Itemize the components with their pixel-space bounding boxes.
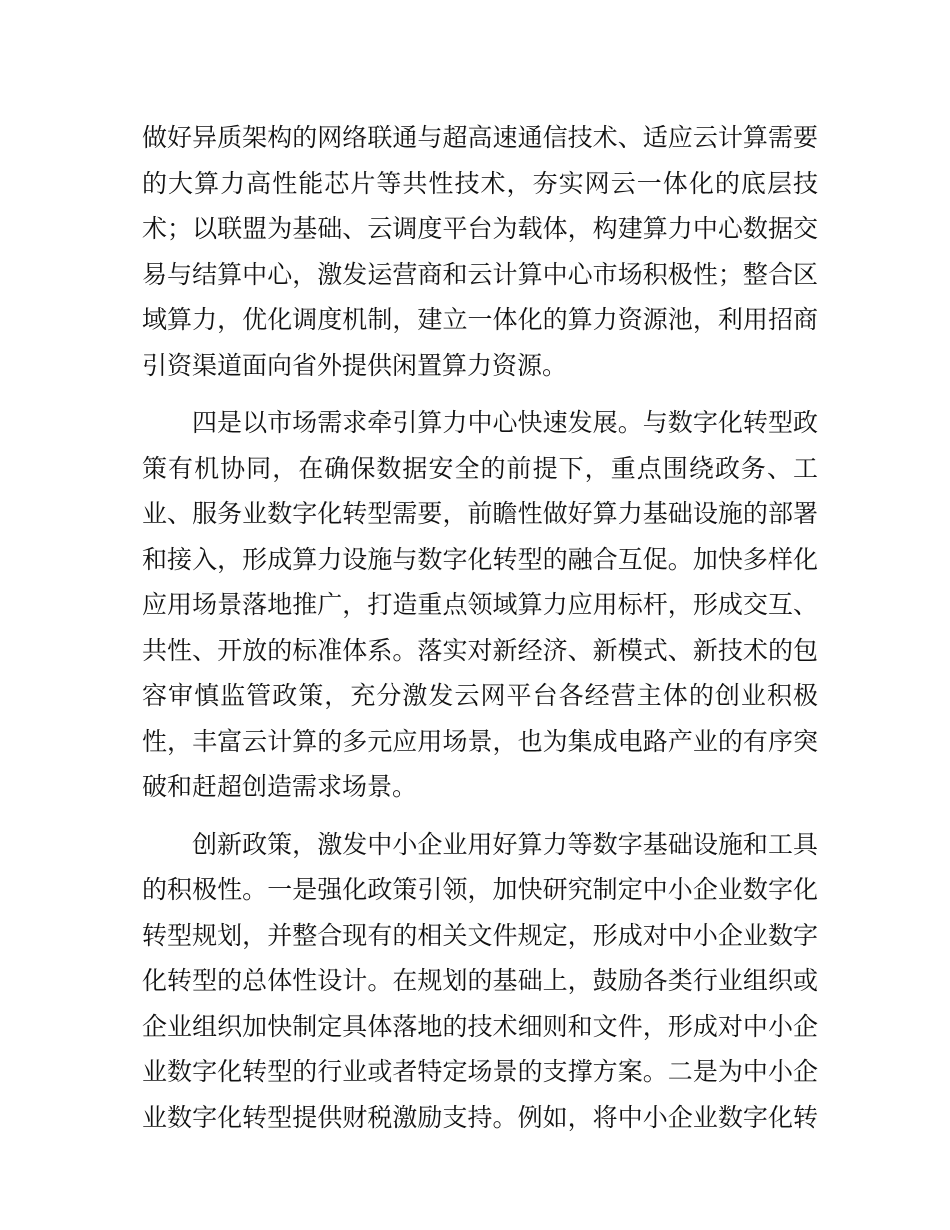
text-line: 容审慎监管政策，充分激发云网平台各经营主体的创业积极 <box>142 681 818 710</box>
document-body <box>142 115 818 1140</box>
paragraph-gap <box>142 388 818 400</box>
paragraph-3 <box>142 822 818 1141</box>
paragraph-gap <box>142 810 818 822</box>
text-line: 转型规划，并整合现有的相关文件规定，形成对中小企业数字 <box>142 920 818 950</box>
text-line: 做好异质架构的网络联通与超高速通信技术、适应云计算需要 <box>142 123 818 152</box>
text-line: 和接入，形成算力设施与数字化转型的融合互促。加快多样化 <box>142 544 818 574</box>
text-line: 性，丰富云计算的多元应用场景，也为集成电路产业的有序突 <box>142 726 818 756</box>
paragraph-1 <box>142 115 818 388</box>
text-line: 域算力，优化调度机制，建立一体化的算力资源池，利用招商 <box>142 305 818 334</box>
text-line: 破和赶超创造需求场景。 <box>142 772 418 801</box>
text-line: 创新政策，激发中小企业用好算力等数字基础设施和工具 <box>192 829 818 859</box>
text-line: 的大算力高性能芯片等共性技术，夯实网云一体化的底层技 <box>142 168 818 198</box>
text-line: 易与结算中心，激发运营商和云计算中心市场积极性；整合区 <box>142 259 818 289</box>
text-line: 共性、开放的标准体系。落实对新经济、新模式、新技术的包 <box>142 635 818 665</box>
text-line: 业、服务业数字化转型需要，前瞻性做好算力基础设施的部署 <box>142 499 818 528</box>
text-line: 术；以联盟为基础、云调度平台为载体，构建算力中心数据交 <box>142 214 818 243</box>
text-line: 业数字化转型的行业或者特定场景的支撑方案。二是为中小企 <box>142 1057 818 1086</box>
text-line: 业数字化转型提供财税激励支持。例如，将中小企业数字化转 <box>142 1102 818 1132</box>
text-line: 引资渠道面向省外提供闲置算力资源。 <box>142 350 568 380</box>
paragraph-2 <box>142 400 818 810</box>
text-line: 应用场景落地推广，打造重点领域算力应用标杆，形成交互、 <box>142 590 818 619</box>
text-line: 企业组织加快制定具体落地的技术细则和文件，形成对中小企 <box>142 1011 818 1041</box>
text-line: 策有机协同，在确保数据安全的前提下，重点围绕政务、工 <box>142 453 818 483</box>
text-line: 的积极性。一是强化政策引领，加快研究制定中小企业数字化 <box>142 875 818 904</box>
text-line: 四是以市场需求牵引算力中心快速发展。与数字化转型政 <box>192 408 818 437</box>
text-line: 化转型的总体性设计。在规划的基础上，鼓励各类行业组织或 <box>142 966 818 995</box>
